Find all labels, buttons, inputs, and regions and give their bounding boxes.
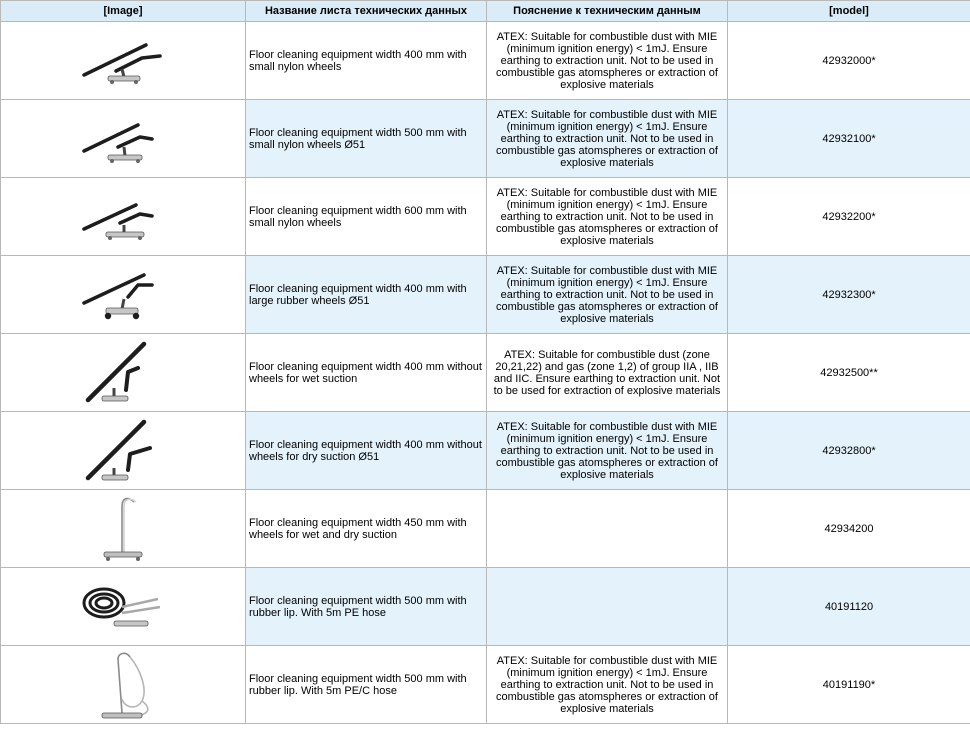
product-image-cell — [1, 256, 246, 334]
product-image-cell — [1, 568, 246, 646]
product-name-cell: Floor cleaning equipment width 500 mm with small nylon wheels Ø51 — [246, 100, 487, 178]
floor-tool-kit-image — [78, 107, 168, 171]
product-note-cell: ATEX: Suitable for combustible dust (zone 20,21,22) and gas (zone 1,2) of group IIA , IIB and IIC. Ensure earthing to extraction unit. Not to be used for extraction of explosive materials — [487, 334, 728, 412]
hose-and-tools-image — [78, 577, 168, 637]
product-model-cell: 42932800* — [728, 412, 970, 490]
product-model-cell: 42932300* — [728, 256, 970, 334]
table-row — [1, 334, 970, 412]
hose-wand-tool-image — [78, 649, 168, 721]
floor-tool-kit-image — [78, 185, 168, 249]
table-row — [1, 412, 970, 490]
table-row — [1, 646, 970, 724]
product-image-cell — [1, 178, 246, 256]
product-image-cell — [1, 100, 246, 178]
product-name-cell: Floor cleaning equipment width 400 mm with small nylon wheels — [246, 22, 487, 100]
product-model-cell: 42932100* — [728, 100, 970, 178]
product-note-cell: ATEX: Suitable for combustible dust with MIE (minimum ignition energy) < 1mJ. Ensure earthing to extraction unit. Not to be used in combustible gas atomspheres or extraction of explosive materials — [487, 256, 728, 334]
header-image: [Image] — [1, 1, 246, 22]
product-image-cell — [1, 490, 246, 568]
floor-tool-kit-image — [78, 263, 168, 327]
table-row — [1, 100, 970, 178]
product-image-cell — [1, 334, 246, 412]
table-row — [1, 22, 970, 100]
product-model-cell: 42934200 — [728, 490, 970, 568]
header-name: Название листа технических данных — [246, 1, 487, 22]
product-name-cell: Floor cleaning equipment width 600 mm with small nylon wheels — [246, 178, 487, 256]
header-model: [model] — [728, 1, 970, 22]
product-name-cell: Floor cleaning equipment width 400 mm with large rubber wheels Ø51 — [246, 256, 487, 334]
floor-tool-kit-image — [78, 29, 168, 93]
table-row — [1, 568, 970, 646]
product-image-cell — [1, 646, 246, 724]
header-note: Пояснение к техническим данным — [487, 1, 728, 22]
product-model-cell: 42932500** — [728, 334, 970, 412]
product-note-cell — [487, 490, 728, 568]
product-note-cell: ATEX: Suitable for combustible dust with MIE (minimum ignition energy) < 1mJ. Ensure earthing to extraction unit. Not to be used in combustible gas atomspheres or extraction of explosive materials — [487, 22, 728, 100]
product-name-cell: Floor cleaning equipment width 400 mm without wheels for wet suction — [246, 334, 487, 412]
floor-tool-kit-image — [78, 340, 168, 406]
table-row — [1, 490, 970, 568]
floor-tool-wand-image — [78, 494, 168, 564]
product-model-cell: 42932000* — [728, 22, 970, 100]
product-note-cell: ATEX: Suitable for combustible dust with MIE (minimum ignition energy) < 1mJ. Ensure earthing to extraction unit. Not to be used in combustible gas atomspheres or extraction of explosive materials — [487, 646, 728, 724]
product-name-cell: Floor cleaning equipment width 500 mm with rubber lip. With 5m PE/C hose — [246, 646, 487, 724]
product-image-cell — [1, 22, 246, 100]
product-note-cell: ATEX: Suitable for combustible dust with MIE (minimum ignition energy) < 1mJ. Ensure earthing to extraction unit. Not to be used in combustible gas atomspheres or extraction of explosive materials — [487, 100, 728, 178]
product-name-cell: Floor cleaning equipment width 400 mm without wheels for dry suction Ø51 — [246, 412, 487, 490]
product-note-cell: ATEX: Suitable for combustible dust with MIE (minimum ignition energy) < 1mJ. Ensure earthing to extraction unit. Not to be used in combustible gas atomspheres or extraction of explosive materials — [487, 412, 728, 490]
product-model-cell: 40191190* — [728, 646, 970, 724]
table-row — [1, 178, 970, 256]
product-model-cell: 40191120 — [728, 568, 970, 646]
product-note-cell — [487, 568, 728, 646]
floor-tool-kit-image — [78, 418, 168, 484]
product-note-cell: ATEX: Suitable for combustible dust with MIE (minimum ignition energy) < 1mJ. Ensure earthing to extraction unit. Not to be used in combustible gas atomspheres or extraction of explosive materials — [487, 178, 728, 256]
product-image-cell — [1, 412, 246, 490]
table-row — [1, 256, 970, 334]
product-model-cell: 42932200* — [728, 178, 970, 256]
product-name-cell: Floor cleaning equipment width 500 mm with rubber lip. With 5m PE hose — [246, 568, 487, 646]
product-name-cell: Floor cleaning equipment width 450 mm with wheels for wet and dry suction — [246, 490, 487, 568]
header-row — [1, 1, 970, 22]
